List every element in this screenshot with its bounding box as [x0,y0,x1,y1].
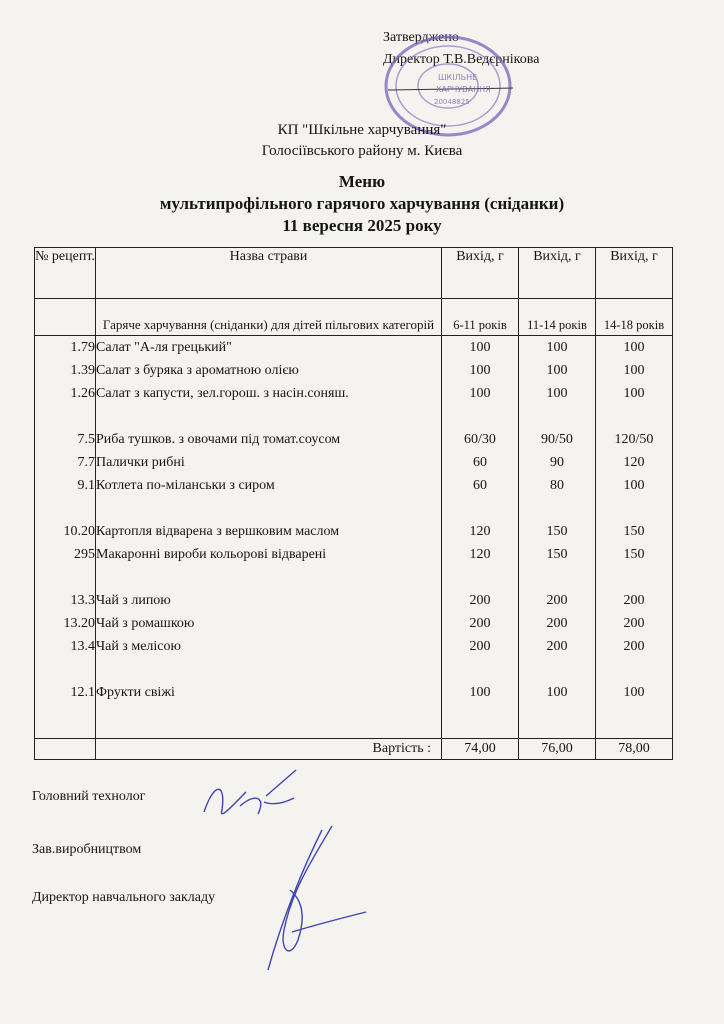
output-6-11: 100 [469,386,491,401]
svg-text:ХАРЧУВАННЯ: ХАРЧУВАННЯ [436,85,491,94]
row-gap [519,566,595,589]
dish-name: Риба тушков. з овочами під томат.соусом [96,432,341,447]
dish-name: Салат з капусти, зел.горош. з насін.соняш. [96,386,349,401]
output-6-11: 100 [469,685,491,700]
recipe-code: 1.39 [70,363,95,378]
recipe-code-column [35,336,96,739]
header-output-2: Вихід, г [519,248,596,299]
output-6-11: 60 [473,455,487,470]
dish-name: Картопля відварена з вершковим маслом [96,524,340,539]
dish-name: Макаронні вироби кольорові відварені [96,547,327,562]
output-6-11: 100 [469,363,491,378]
output-11-14: 80 [550,478,564,493]
output-6-11: 60/30 [464,432,496,447]
svg-text:20048825: 20048825 [434,98,470,106]
output-14-18: 200 [623,593,645,608]
age-group-1: 6-11 років [442,299,519,336]
menu-title: Меню [338,172,386,191]
total-empty-cell [35,739,96,760]
age-group-3: 14-18 років [596,299,673,336]
organization-name: КП "Шкільне харчування" [277,122,447,138]
output-11-14: 200 [546,616,568,631]
row-gap [442,405,518,428]
row-gap [519,497,595,520]
signature-technologist: Головний технолог [32,789,146,804]
organization-district: Голосіївського району м. Києва [261,143,463,159]
dish-name: Чай з ромашкою [96,616,195,631]
recipe-code: 13.3 [70,593,95,608]
recipe-code: 9.1 [77,478,95,493]
age-group-2: 11-14 років [519,299,596,336]
dish-name: Фрукти свіжі [96,685,175,700]
signature-production: Зав.виробництвом [32,842,142,857]
row-gap [442,497,518,520]
header-output-3: Вихід, г [596,248,673,299]
output-11-14: 200 [546,639,568,654]
row-gap [96,658,441,681]
output-14-18: 100 [623,685,645,700]
recipe-code: 13.4 [70,639,95,654]
recipe-code: 13.20 [63,616,95,631]
dish-name: Чай з мелісою [96,639,181,654]
recipe-code: 12.1 [70,685,95,700]
output-11-14: 200 [546,593,568,608]
output-6-11: 60 [473,478,487,493]
row-gap [519,658,595,681]
svg-text:ШКІЛЬНЕ: ШКІЛЬНЕ [438,73,478,82]
row-gap [96,405,441,428]
total-row [35,739,673,760]
output-6-11: 120 [469,524,491,539]
category-label: Гаряче харчування (сніданки) для дітей пільгових категорій [96,299,442,336]
output-6-11: 200 [469,593,491,608]
menu-date: 11 вересня 2025 року [282,216,442,235]
dish-name: Палички рибні [96,455,185,470]
total-price-3: 78,00 [596,739,673,760]
row-gap [519,405,595,428]
header-dish-name: Назва страви [96,248,442,299]
output-14-18: 120/50 [614,432,654,447]
recipe-code: 1.26 [70,386,95,401]
row-gap [35,566,95,589]
row-gap [596,405,672,428]
approval-label: Затверджено [383,30,459,45]
organization-block [0,120,724,162]
output-11-14: 100 [546,386,568,401]
dishes-body-row [35,336,673,739]
output-14-18: 100 [623,386,645,401]
output-11-14: 100 [546,685,568,700]
output-14-18: 100 [623,340,645,355]
recipe-code: 10.20 [63,524,95,539]
category-empty-cell [35,299,96,336]
row-gap [35,497,95,520]
header-output-1: Вихід, г [442,248,519,299]
output-6-11: 120 [469,547,491,562]
row-gap [596,658,672,681]
recipe-code: 1.79 [70,340,95,355]
dish-name: Котлета по-міланськи з сиром [96,478,275,493]
row-gap [596,566,672,589]
row-gap [596,497,672,520]
output-14-18: 100 [623,363,645,378]
menu-table [34,247,673,760]
recipe-code: 7.5 [77,432,95,447]
handwritten-signature-2 [262,820,372,980]
output-11-14: 100 [546,363,568,378]
output-11-14: 90 [550,455,564,470]
row-gap [96,497,441,520]
output-3-column [596,336,673,739]
output-14-18: 200 [623,616,645,631]
output-14-18: 100 [623,478,645,493]
output-1-column [442,336,519,739]
dish-name: Салат "А-ля грецький" [96,340,232,355]
recipe-code: 295 [74,547,95,562]
output-14-18: 200 [623,639,645,654]
category-row [35,299,673,336]
row-gap [96,566,441,589]
header-recipe-number: № рецепт. [35,248,96,299]
signature-director: Директор навчального закладу [32,890,216,905]
output-14-18: 150 [623,547,645,562]
output-2-column [519,336,596,739]
recipe-code: 7.7 [77,455,95,470]
output-11-14: 150 [546,524,568,539]
table-header-row [35,248,673,299]
output-11-14: 150 [546,547,568,562]
total-label: Вартість : [96,739,442,760]
approval-director: Директор Т.В.Ведєрнікова [383,52,540,67]
dish-name: Салат з буряка з ароматною олією [96,363,299,378]
total-price-2: 76,00 [519,739,596,760]
signature-scribble-icon [262,820,372,980]
output-14-18: 120 [623,455,645,470]
output-11-14: 90/50 [541,432,573,447]
output-6-11: 100 [469,340,491,355]
total-price-1: 74,00 [442,739,519,760]
row-gap [442,566,518,589]
output-11-14: 100 [546,340,568,355]
output-6-11: 200 [469,639,491,654]
dish-name: Чай з липою [96,593,171,608]
row-gap [35,405,95,428]
output-6-11: 200 [469,616,491,631]
row-gap [442,658,518,681]
menu-subtitle: мультипрофільного гарячого харчування (сніданки) [159,194,565,213]
row-gap [35,658,95,681]
menu-heading [0,171,724,237]
dish-name-column [96,336,442,739]
output-14-18: 150 [623,524,645,539]
